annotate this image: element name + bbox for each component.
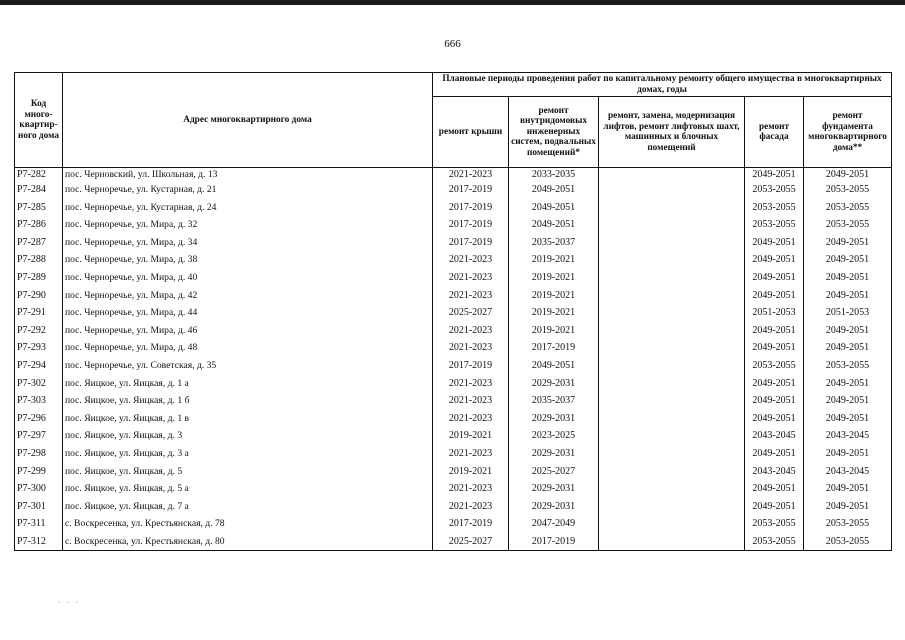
- table-row: [15, 181, 892, 199]
- table-row: [15, 339, 892, 357]
- table-row: [15, 445, 892, 463]
- cell-roof: 2017-2019: [433, 181, 509, 199]
- table-row: [15, 392, 892, 410]
- cell-facade: 2051-2053: [745, 304, 804, 322]
- cell-elevators: [599, 168, 745, 182]
- cell-address: пос. Черновский, ул. Школьная, д. 13: [63, 168, 433, 182]
- cell-facade: 2043-2045: [745, 427, 804, 445]
- cell-address: пос. Яицкое, ул. Яицкая, д. 3: [63, 427, 433, 445]
- cell-code: Р7-303: [15, 392, 63, 410]
- cell-systems: 2047-2049: [509, 515, 599, 533]
- table-row: [15, 269, 892, 287]
- cell-address: пос. Черноречье, ул. Мира, д. 44: [63, 304, 433, 322]
- cell-elevators: [599, 339, 745, 357]
- cell-systems: 2025-2027: [509, 463, 599, 481]
- cell-foundation: 2049-2051: [804, 480, 892, 498]
- cell-code: Р7-289: [15, 269, 63, 287]
- cell-foundation: 2049-2051: [804, 445, 892, 463]
- cell-systems: 2049-2051: [509, 216, 599, 234]
- cell-address: с. Воскресенка, ул. Крестьянская, д. 78: [63, 515, 433, 533]
- table-row: [15, 216, 892, 234]
- table-row: [15, 427, 892, 445]
- header-periods-group: Плановые периоды проведения работ по капитальному ремонту общего имущества в многоквартирных домах, годы: [433, 73, 892, 97]
- cell-address: пос. Яицкое, ул. Яицкая, д. 1 б: [63, 392, 433, 410]
- cell-roof: 2017-2019: [433, 515, 509, 533]
- cell-address: пос. Яицкое, ул. Яицкая, д. 5 а: [63, 480, 433, 498]
- cell-systems: 2049-2051: [509, 181, 599, 199]
- cell-elevators: [599, 392, 745, 410]
- cell-systems: 2029-2031: [509, 445, 599, 463]
- cell-facade: 2049-2051: [745, 322, 804, 340]
- cell-address: пос. Черноречье, ул. Мира, д. 40: [63, 269, 433, 287]
- cell-systems: 2017-2019: [509, 339, 599, 357]
- cell-foundation: 2049-2051: [804, 234, 892, 252]
- cell-roof: 2021-2023: [433, 392, 509, 410]
- header-roof: ремонт крыши: [433, 97, 509, 168]
- cell-systems: 2029-2031: [509, 480, 599, 498]
- table-row: [15, 515, 892, 533]
- header-foundation: ремонт фундамента многоквартирного дома**: [804, 97, 892, 168]
- cell-elevators: [599, 304, 745, 322]
- cell-address: пос. Черноречье, ул. Мира, д. 42: [63, 287, 433, 305]
- cell-foundation: 2049-2051: [804, 251, 892, 269]
- cell-foundation: 2053-2055: [804, 515, 892, 533]
- header-elevators: ремонт, замена, модернизация лифтов, ремонт лифтовых шахт, машинных и блочных помещений: [599, 97, 745, 168]
- cell-facade: 2049-2051: [745, 234, 804, 252]
- cell-roof: 2021-2023: [433, 251, 509, 269]
- cell-roof: 2017-2019: [433, 199, 509, 217]
- cell-systems: 2029-2031: [509, 410, 599, 428]
- header-systems: ремонт внутридомовых инженерных систем, подвальных помещений*: [509, 97, 599, 168]
- cell-facade: 2049-2051: [745, 251, 804, 269]
- cell-roof: 2019-2021: [433, 427, 509, 445]
- header-address: Адрес многоквартирного дома: [63, 73, 433, 168]
- cell-facade: 2053-2055: [745, 533, 804, 551]
- header-code: Код много-квартир-ного дома: [15, 73, 63, 168]
- cell-roof: 2021-2023: [433, 480, 509, 498]
- cell-elevators: [599, 498, 745, 516]
- cell-foundation: 2049-2051: [804, 269, 892, 287]
- cell-code: Р7-312: [15, 533, 63, 551]
- cell-code: Р7-298: [15, 445, 63, 463]
- cell-systems: 2017-2019: [509, 533, 599, 551]
- cell-code: Р7-299: [15, 463, 63, 481]
- cell-facade: 2049-2051: [745, 339, 804, 357]
- cell-elevators: [599, 216, 745, 234]
- cell-systems: 2035-2037: [509, 392, 599, 410]
- cell-facade: 2049-2051: [745, 375, 804, 393]
- cell-systems: 2023-2025: [509, 427, 599, 445]
- cell-address: пос. Яицкое, ул. Яицкая, д. 5: [63, 463, 433, 481]
- table-row: [15, 234, 892, 252]
- cell-roof: 2025-2027: [433, 304, 509, 322]
- cell-elevators: [599, 181, 745, 199]
- cell-code: Р7-288: [15, 251, 63, 269]
- cell-facade: 2053-2055: [745, 216, 804, 234]
- cell-roof: 2021-2023: [433, 498, 509, 516]
- cell-roof: 2025-2027: [433, 533, 509, 551]
- cell-foundation: 2049-2051: [804, 287, 892, 305]
- cell-facade: 2053-2055: [745, 357, 804, 375]
- table-row: [15, 375, 892, 393]
- cell-address: пос. Черноречье, ул. Мира, д. 32: [63, 216, 433, 234]
- cell-facade: 2049-2051: [745, 392, 804, 410]
- table-row: [15, 480, 892, 498]
- table-row: [15, 498, 892, 516]
- cell-foundation: 2053-2055: [804, 199, 892, 217]
- cell-systems: 2019-2021: [509, 304, 599, 322]
- cell-foundation: 2053-2055: [804, 216, 892, 234]
- cell-address: пос. Черноречье, ул. Мира, д. 48: [63, 339, 433, 357]
- cell-systems: 2035-2037: [509, 234, 599, 252]
- cell-elevators: [599, 287, 745, 305]
- table-row: [15, 463, 892, 481]
- cell-roof: 2021-2023: [433, 322, 509, 340]
- cell-address: пос. Яицкое, ул. Яицкая, д. 3 а: [63, 445, 433, 463]
- page-number: 666: [444, 38, 461, 50]
- table-row: [15, 168, 892, 182]
- cell-elevators: [599, 357, 745, 375]
- cell-elevators: [599, 480, 745, 498]
- cell-code: Р7-282: [15, 168, 63, 182]
- table-row: [15, 357, 892, 375]
- cell-elevators: [599, 375, 745, 393]
- cell-elevators: [599, 410, 745, 428]
- cell-code: Р7-285: [15, 199, 63, 217]
- cell-address: пос. Черноречье, ул. Мира, д. 38: [63, 251, 433, 269]
- table-row: [15, 287, 892, 305]
- cell-code: Р7-291: [15, 304, 63, 322]
- cell-code: Р7-290: [15, 287, 63, 305]
- cell-facade: 2053-2055: [745, 199, 804, 217]
- cell-facade: 2049-2051: [745, 287, 804, 305]
- cell-elevators: [599, 234, 745, 252]
- cell-foundation: 2051-2053: [804, 304, 892, 322]
- cell-systems: 2049-2051: [509, 357, 599, 375]
- table-row: [15, 410, 892, 428]
- header-facade: ремонт фасада: [745, 97, 804, 168]
- cell-roof: 2017-2019: [433, 357, 509, 375]
- table-row: [15, 199, 892, 217]
- scan-top-border: [0, 0, 905, 5]
- cell-foundation: 2043-2045: [804, 427, 892, 445]
- cell-code: Р7-294: [15, 357, 63, 375]
- cell-facade: 2053-2055: [745, 515, 804, 533]
- cell-systems: 2019-2021: [509, 322, 599, 340]
- cell-systems: 2033-2035: [509, 168, 599, 182]
- cell-code: Р7-293: [15, 339, 63, 357]
- cell-code: Р7-284: [15, 181, 63, 199]
- cell-facade: 2049-2051: [745, 445, 804, 463]
- cell-roof: 2017-2019: [433, 216, 509, 234]
- cell-facade: 2053-2055: [745, 181, 804, 199]
- cell-address: пос. Черноречье, ул. Советская, д. 35: [63, 357, 433, 375]
- cell-foundation: 2049-2051: [804, 375, 892, 393]
- cell-code: Р7-297: [15, 427, 63, 445]
- cell-address: пос. Черноречье, ул. Мира, д. 34: [63, 234, 433, 252]
- cell-foundation: 2053-2055: [804, 533, 892, 551]
- cell-roof: 2021-2023: [433, 269, 509, 287]
- cell-code: Р7-296: [15, 410, 63, 428]
- cell-elevators: [599, 515, 745, 533]
- cell-facade: 2049-2051: [745, 269, 804, 287]
- table-row: [15, 533, 892, 551]
- cell-code: Р7-292: [15, 322, 63, 340]
- cell-elevators: [599, 445, 745, 463]
- cell-elevators: [599, 251, 745, 269]
- cell-roof: 2021-2023: [433, 168, 509, 182]
- capital-repair-schedule-table: [14, 72, 892, 551]
- cell-roof: 2021-2023: [433, 410, 509, 428]
- cell-systems: 2019-2021: [509, 287, 599, 305]
- cell-address: пос. Яицкое, ул. Яицкая, д. 7 а: [63, 498, 433, 516]
- cell-systems: 2029-2031: [509, 375, 599, 393]
- cell-code: Р7-300: [15, 480, 63, 498]
- table-body: [15, 168, 892, 551]
- scan-artifact: · · ·: [58, 598, 80, 607]
- cell-code: Р7-287: [15, 234, 63, 252]
- cell-address: пос. Яицкое, ул. Яицкая, д. 1 в: [63, 410, 433, 428]
- cell-address: пос. Черноречье, ул. Мира, д. 46: [63, 322, 433, 340]
- cell-code: Р7-286: [15, 216, 63, 234]
- cell-foundation: 2049-2051: [804, 498, 892, 516]
- cell-systems: 2029-2031: [509, 498, 599, 516]
- table-row: [15, 322, 892, 340]
- cell-facade: 2049-2051: [745, 480, 804, 498]
- cell-address: пос. Черноречье, ул. Кустарная, д. 24: [63, 199, 433, 217]
- table-row: [15, 251, 892, 269]
- cell-roof: 2019-2021: [433, 463, 509, 481]
- cell-foundation: 2049-2051: [804, 410, 892, 428]
- cell-roof: 2021-2023: [433, 339, 509, 357]
- cell-roof: 2017-2019: [433, 234, 509, 252]
- cell-systems: 2049-2051: [509, 199, 599, 217]
- cell-foundation: 2049-2051: [804, 392, 892, 410]
- cell-facade: 2049-2051: [745, 168, 804, 182]
- cell-facade: 2049-2051: [745, 410, 804, 428]
- cell-address: пос. Черноречье, ул. Кустарная, д. 21: [63, 181, 433, 199]
- cell-elevators: [599, 199, 745, 217]
- cell-roof: 2021-2023: [433, 375, 509, 393]
- table-row: [15, 304, 892, 322]
- cell-address: с. Воскресенка, ул. Крестьянская, д. 80: [63, 533, 433, 551]
- cell-roof: 2021-2023: [433, 445, 509, 463]
- cell-facade: 2049-2051: [745, 498, 804, 516]
- cell-foundation: 2049-2051: [804, 168, 892, 182]
- cell-foundation: 2053-2055: [804, 181, 892, 199]
- cell-systems: 2019-2021: [509, 251, 599, 269]
- cell-elevators: [599, 427, 745, 445]
- cell-address: пос. Яицкое, ул. Яицкая, д. 1 а: [63, 375, 433, 393]
- cell-elevators: [599, 269, 745, 287]
- cell-elevators: [599, 533, 745, 551]
- cell-code: Р7-301: [15, 498, 63, 516]
- cell-roof: 2021-2023: [433, 287, 509, 305]
- cell-elevators: [599, 463, 745, 481]
- cell-code: Р7-311: [15, 515, 63, 533]
- cell-systems: 2019-2021: [509, 269, 599, 287]
- cell-foundation: 2043-2045: [804, 463, 892, 481]
- cell-foundation: 2053-2055: [804, 357, 892, 375]
- cell-foundation: 2049-2051: [804, 322, 892, 340]
- cell-facade: 2043-2045: [745, 463, 804, 481]
- cell-code: Р7-302: [15, 375, 63, 393]
- cell-elevators: [599, 322, 745, 340]
- cell-foundation: 2049-2051: [804, 339, 892, 357]
